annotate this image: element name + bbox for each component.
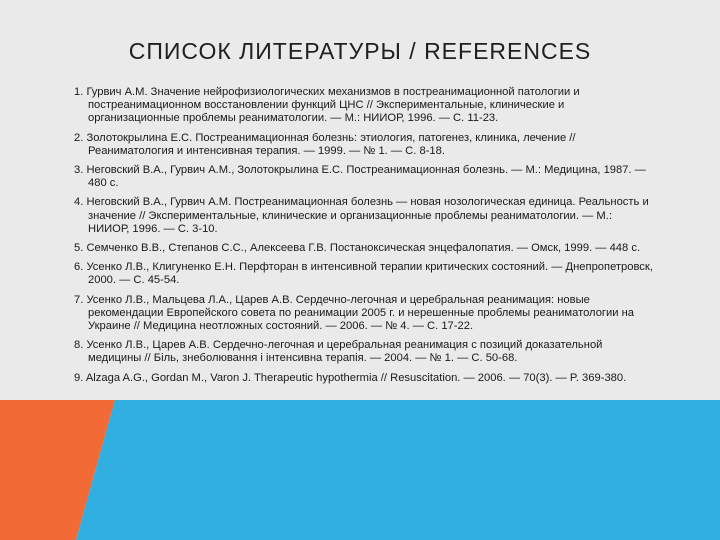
reference-item	[74, 339, 654, 365]
reference-text: Неговский В.А., Гурвич А.М. Постреанимационная болезнь — новая нозологическая единица. Реальность и значение // Экспериментальные, клинические и организационные проблемы реаниматологии. — М.: НИИОР, 1996. — С. 3-10.	[86, 196, 649, 235]
reference-item	[74, 242, 654, 255]
blue-shape	[76, 400, 720, 540]
reference-item	[74, 196, 654, 236]
reference-text: Alzaga A.G., Gordan M., Varon J. Therapeutic hypothermia // Resuscitation. — 2006. — 70(3). — P. 369-380.	[85, 371, 627, 384]
reference-item	[74, 261, 654, 287]
reference-item	[74, 372, 654, 385]
reference-number: 4.	[74, 196, 84, 209]
reference-number: 3.	[74, 164, 84, 177]
reference-item	[74, 132, 654, 158]
reference-item	[74, 86, 654, 126]
reference-text: Усенко Л.В., Царев А.В. Сердечно-легочная и церебральная реанимация с позиций доказательной медицины // Біль, знеболювання і інтенсивна терапія. — 2004. — № 1. — С. 50-68.	[86, 339, 603, 365]
reference-list	[74, 86, 654, 391]
reference-number: 6.	[74, 261, 84, 274]
reference-number: 1.	[74, 86, 84, 98]
reference-number: 2.	[74, 131, 84, 144]
slide-title: СПИСОК ЛИТЕРАТУРЫ / REFERENCES	[128, 38, 592, 64]
reference-number: 7.	[74, 293, 84, 306]
reference-item	[74, 294, 654, 334]
reference-text: Усенко Л.В., Мальцева Л.А., Царев А.В. Сердечно-легочная и церебральная реанимация: новые рекомендации Европейского совета по реанимации 2005 г. и нерешенные проблемы реаниматологии на Украине // Медицина неотложных состояний. — 2006. — № 4. — С. 17-22.	[86, 293, 635, 333]
reference-text: Семченко В.В., Степанов С.С., Алексеева Г.В. Постаноксическая энцефалопатия. — Омск, 1999. — 448 с.	[86, 242, 641, 255]
reference-number: 8.	[74, 339, 84, 352]
reference-item	[74, 164, 654, 190]
reference-text: Неговский В.А., Гурвич А.М., Золотокрылина Е.С. Постреанимационная болезнь. — М.: Медицина, 1987. — 480 с.	[86, 164, 646, 190]
reference-text: Гурвич А.М. Значение нейрофизиологических механизмов в постреанимационной патологии и постреанимационном восстановлении функций ЦНС // Экспериментальные, клинические и организационные проблемы реаниматологии. — М.: НИИОР, 1996. — С. 11-23.	[86, 86, 580, 125]
reference-number: 9.	[74, 371, 84, 384]
reference-number: 5.	[74, 242, 84, 255]
reference-text: Золотокрылина Е.С. Постреанимационная болезнь: этиология, патогенез, клиника, лечение // Реаниматология и интенсивная терапия. — 1999. — № 1. — С. 8-18.	[86, 131, 576, 157]
reference-text: Усенко Л.В., Клигуненко Е.Н. Перфторан в интенсивной терапии критических состояний. — Днепропетровск, 2000. — С. 45-54.	[86, 261, 653, 287]
